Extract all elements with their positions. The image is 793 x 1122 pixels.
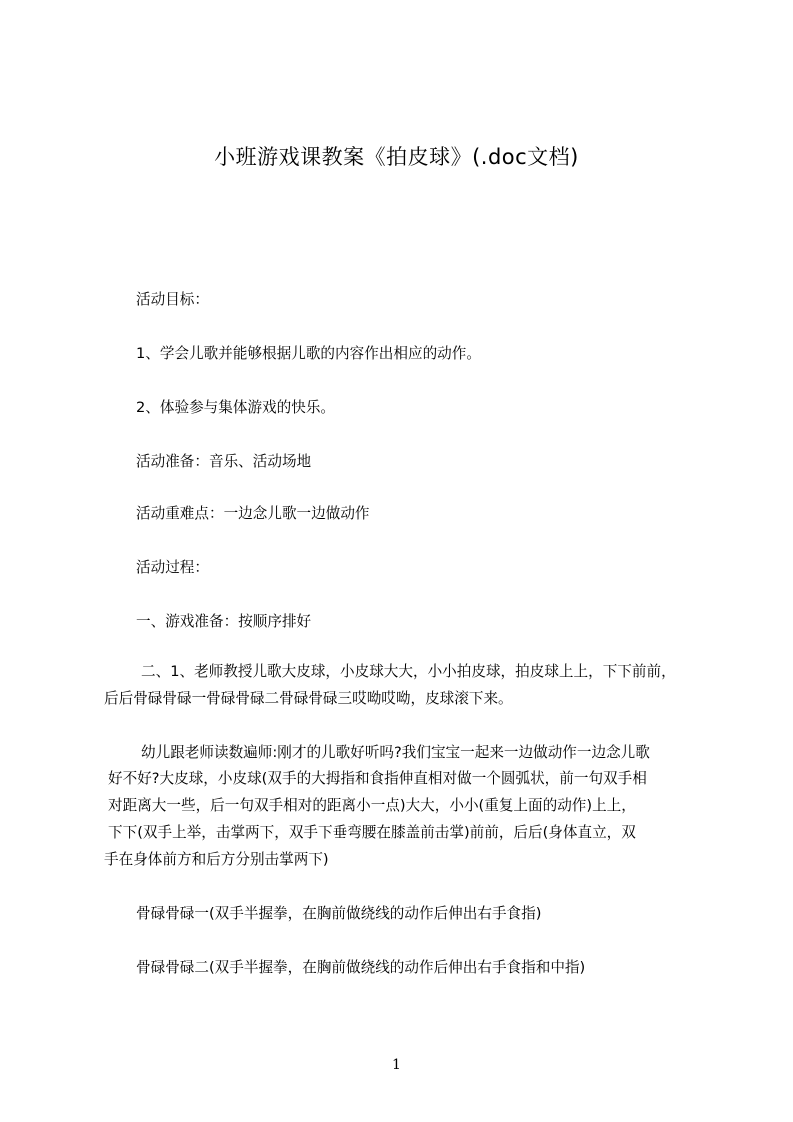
paragraph-game-prep: 一、游戏准备：按顺序排好 — [136, 613, 312, 630]
paragraph-key-points: 活动重难点：一边念儿歌一边做动作 — [136, 505, 370, 522]
page-number: 1 — [392, 1057, 401, 1073]
paragraph-preparation: 活动准备：音乐、活动场地 — [136, 453, 312, 470]
paragraph-read-along-line-5: 手在身体前方和后方分别击掌两下) — [104, 851, 329, 868]
paragraph-activity-goals: 活动目标： — [136, 291, 209, 308]
paragraph-read-along-line-2: 好不好?大皮球，小皮球(双手的大拇指和食指伸直相对做一个圆弧状，前一句双手相 — [108, 770, 647, 787]
paragraph-read-along-line-4: 下下(双手上举，击掌两下，双手下垂弯腰在膝盖前击掌)前前，后后(身体直立，双 — [108, 824, 636, 841]
paragraph-teach-song-line-1: 二、1、老师教授儿歌大皮球，小皮球大大，小小拍皮球，拍皮球上上，下下前前， — [141, 663, 676, 680]
paragraph-goal-2: 2、体验参与集体游戏的快乐。 — [136, 399, 336, 416]
paragraph-process: 活动过程： — [136, 559, 209, 576]
paragraph-read-along-line-1: 幼儿跟老师读数遍师:刚才的儿歌好听吗?我们宝宝一起来一边做动作一边念儿歌 — [141, 744, 650, 761]
paragraph-roll-one: 骨碌骨碌一(双手半握拳，在胸前做绕线的动作后伸出右手食指) — [136, 905, 542, 922]
paragraph-goal-1: 1、学会儿歌并能够根据儿歌的内容作出相应的动作。 — [136, 345, 481, 362]
paragraph-roll-two: 骨碌骨碌二(双手半握拳，在胸前做绕线的动作后伸出右手食指和中指) — [136, 959, 586, 976]
paragraph-teach-song-line-2: 后后骨碌骨碌一骨碌骨碌二骨碌骨碌三哎呦哎呦，皮球滚下来。 — [104, 690, 513, 707]
paragraph-read-along-line-3: 对距离大一些，后一句双手相对的距离小一点)大大，小小(重复上面的动作)上上， — [108, 797, 636, 814]
document-title: 小班游戏课教案《拍皮球》(.doc文档) — [214, 145, 579, 169]
